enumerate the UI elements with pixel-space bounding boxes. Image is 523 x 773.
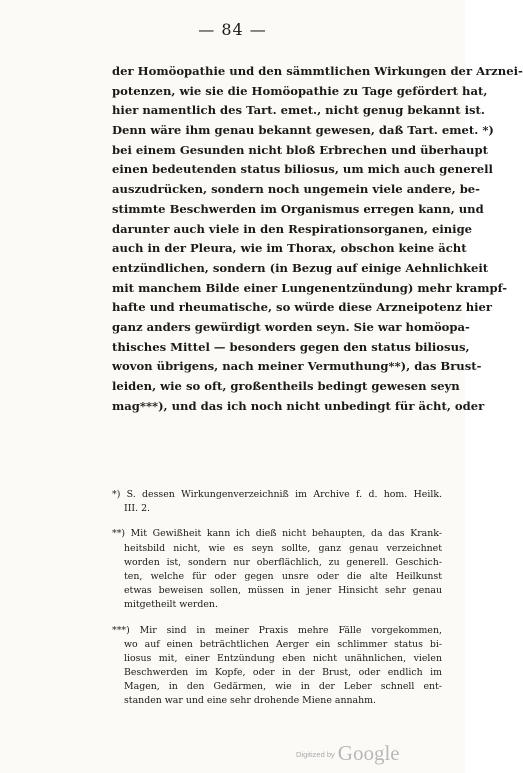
footnote-line: worden ist, sondern nur oberflächlich, zu generell. Geschich-	[124, 556, 442, 568]
footnote-line: mitgetheilt werden.	[124, 599, 218, 611]
footnote-line: ten, welche für oder gegen unsre oder die alte Heilkunst	[124, 570, 442, 582]
watermark-prefix: Digitized by	[296, 750, 335, 759]
digitized-watermark	[296, 738, 436, 764]
text-line: potenzen, wie sie die Homöopathie zu Tage gefördert hat,	[112, 83, 488, 98]
page-number: — 84 —	[198, 20, 267, 39]
footnote-line: wo auf einen beträchtlichen Aerger ein schlimmer status bi-	[124, 638, 442, 650]
footnote-line: etwas beweisen sollen, müssen in jener Hinsicht sehr genau	[124, 585, 442, 597]
footnote-line: III. 2.	[124, 503, 151, 515]
footnote	[112, 527, 442, 612]
text-line: mit manchem Bilde einer Lungenentzündung) mehr krampf-	[112, 280, 508, 295]
text-line: darunter auch viele in den Respirationsorganen, einige	[112, 221, 473, 236]
footnote-line: heitsbild nicht, wie es seyn sollte, ganz genau verzeichnet	[124, 542, 442, 554]
footnote-line: *) S. dessen Wirkungenverzeichniß im Archive f. d. hom. Heilk.	[112, 489, 442, 500]
footnote-line: liosus mit, einer Entzündung eben nicht unähnlichen, vielen	[124, 652, 442, 664]
footnote-line: Beschwerden im Kopfe, oder in der Brust, oder endlich im	[124, 667, 442, 679]
footnote	[112, 488, 442, 516]
watermark-brand: Google	[337, 741, 400, 765]
footnote-line: standen war und eine sehr drohende Miene annahm.	[124, 695, 377, 707]
text-line: wovon übrigens, nach meiner Vermuthung**), das Brust-	[112, 359, 482, 374]
text-line: leiden, wie so oft, großentheils bedingt gewesen seyn	[112, 379, 460, 393]
text-line: Denn wäre ihm genau bekannt gewesen, daß Tart. emet. *)	[112, 123, 494, 138]
main-text-block	[112, 62, 523, 416]
footnote	[112, 624, 442, 709]
text-line: thisches Mittel — besonders gegen den status biliosus,	[112, 339, 470, 354]
text-line: hier namentlich des Tart. emet., nicht genug bekannt ist.	[112, 103, 485, 118]
text-line: ganz anders gewürdigt worden seyn. Sie war homöopa-	[112, 319, 470, 334]
footnote-line: ***) Mir sind in meiner Praxis mehre Fälle vorgekommen,	[112, 624, 442, 636]
text-line: auszudrücken, sondern noch ungemein viele andere, be-	[112, 182, 480, 197]
text-line: bei einem Gesunden nicht bloß Erbrechen und überhaupt	[112, 142, 488, 157]
text-line: der Homöopathie und den sämmtlichen Wirkungen der Arznei-	[112, 64, 523, 78]
text-line: hafte und rheumatische, so würde diese Arzneipotenz hier	[112, 300, 493, 315]
footnote-line: Magen, in den Gedärmen, wie in der Leber schnell ent-	[124, 681, 442, 693]
text-line: mag***), und das ich noch nicht unbedingt für ächt, oder	[112, 398, 485, 413]
text-line: stimmte Beschwerden im Organismus erregen kann, und	[112, 201, 484, 216]
text-line: einen bedeutenden status biliosus, um mich auch generell	[112, 162, 493, 177]
text-line: entzündlichen, sondern (in Bezug auf einige Aehnlichkeit	[112, 260, 489, 275]
footnote-line: **) Mit Gewißheit kann ich dieß nicht behaupten, da das Krank-	[112, 528, 442, 540]
footnotes-block	[112, 488, 442, 720]
text-line: auch in der Pleura, wie im Thorax, obschon keine ächt	[112, 241, 467, 256]
